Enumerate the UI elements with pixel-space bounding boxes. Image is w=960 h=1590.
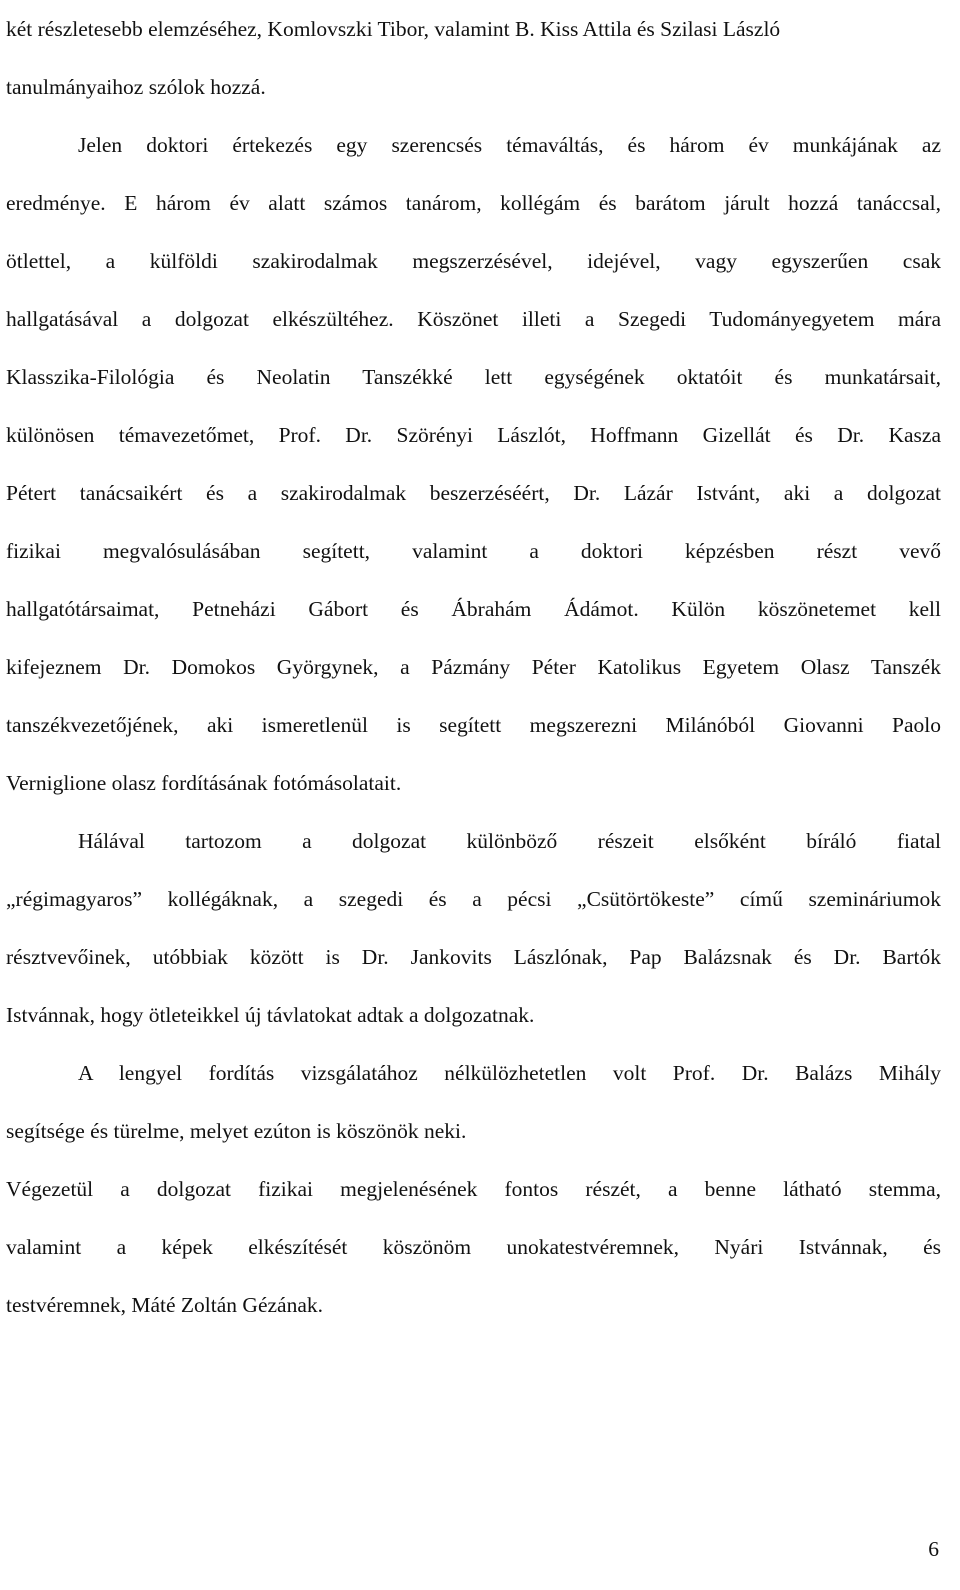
page-number: 6 [928, 1537, 939, 1561]
text-line: A lengyel fordítás vizsgálatához nélkülözhetetlen volt Prof. Dr. Balázs Mihály [78, 1061, 941, 1085]
text-line: Verniglione olasz fordításának fotómásolatait. [6, 771, 402, 795]
text-line: eredménye. E három év alatt számos tanárom, kollégám és barátom járult hozzá tanáccsal, [6, 191, 941, 215]
text-line: hallgatótársaimat, Petneházi Gábort és Ábrahám Ádámot. Külön köszönetemet kell [6, 597, 941, 621]
text-line: Jelen doktori értekezés egy szerencsés témaváltás, és három év munkájának az [78, 133, 941, 157]
text-line: testvéremnek, Máté Zoltán Gézának. [6, 1293, 323, 1317]
text-line: tanszékvezetőjének, aki ismeretlenül is segített megszerezni Milánóból Giovanni Paolo [6, 713, 941, 737]
text-line: Hálával tartozom a dolgozat különböző részeit elsőként bíráló fiatal [78, 829, 941, 853]
text-line: ötlettel, a külföldi szakirodalmak megszerzésével, idejével, vagy egyszerűen csak [6, 249, 941, 273]
text-line: két részletesebb elemzéséhez, Komlovszki Tibor, valamint B. Kiss Attila és Szilasi László [6, 17, 781, 41]
text-line: résztvevőinek, utóbbiak között is Dr. Jankovits Lászlónak, Pap Balázsnak és Dr. Bartók [6, 945, 941, 969]
text-line: Klasszika-Filológia és Neolatin Tanszékké lett egységének oktatóit és munkatársait, [6, 365, 941, 389]
body-text [6, 0, 941, 1334]
text-line: Végezetül a dolgozat fizikai megjelenésének fontos részét, a benne látható stemma, [6, 1177, 941, 1201]
text-line: „régimagyaros” kollégáknak, a szegedi és a pécsi „Csütörtökeste” című szemináriumok [6, 887, 941, 911]
text-line: különösen témavezetőmet, Prof. Dr. Szörényi Lászlót, Hoffmann Gizellát és Dr. Kasza [6, 423, 941, 447]
text-line: hallgatásával a dolgozat elkészültéhez. Köszönet illeti a Szegedi Tudományegyetem mára [6, 307, 941, 331]
text-line: segítsége és türelme, melyet ezúton is köszönök neki. [6, 1119, 467, 1143]
text-line: Istvánnak, hogy ötleteikkel új távlatokat adtak a dolgozatnak. [6, 1003, 535, 1027]
text-line: kifejeznem Dr. Domokos Györgynek, a Pázmány Péter Katolikus Egyetem Olasz Tanszék [6, 655, 941, 679]
text-line: Pétert tanácsaikért és a szakirodalmak beszerzéséért, Dr. Lázár Istvánt, aki a dolgozat [6, 481, 941, 505]
text-line: valamint a képek elkészítését köszönöm unokatestvéremnek, Nyári Istvánnak, és [6, 1235, 941, 1259]
text-line: fizikai megvalósulásában segített, valamint a doktori képzésben részt vevő [6, 539, 941, 563]
text-line: tanulmányaihoz szólok hozzá. [6, 75, 266, 99]
